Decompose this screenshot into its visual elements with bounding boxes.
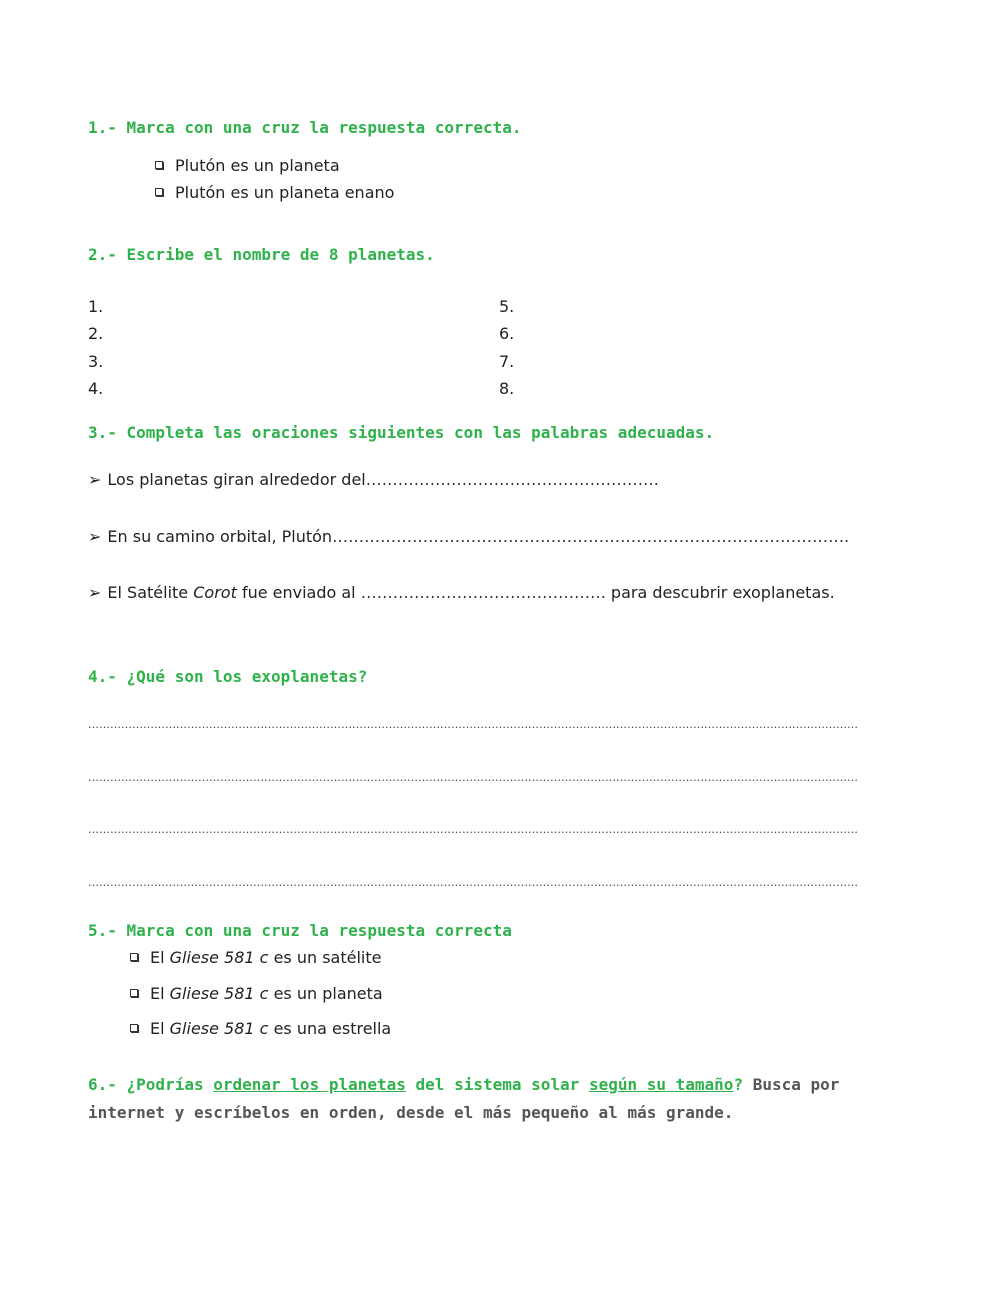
question-3-title: 3.- Completa las oraciones siguientes con las palabras adecuadas. (88, 423, 715, 442)
planet-number-6: 6. (499, 324, 515, 343)
q3-sentence-2: ➢ En su camino orbital, Plutón……………………………………………………………………………………. (88, 527, 850, 546)
planet-number-8: 8. (499, 379, 515, 398)
answer-line-1[interactable]: ………………………………………………………………………………………………………………………………………………………………………………………… (88, 718, 858, 731)
planet-number-7: 7. (499, 352, 515, 371)
q5-option-2[interactable]: El Gliese 581 c es un planeta (130, 984, 383, 1003)
q1-option-2[interactable] (155, 183, 394, 202)
question-5-title: 5.- Marca con una cruz la respuesta correcta (88, 921, 512, 940)
q1-option-2-label: Plutón es un planeta enano (175, 183, 395, 202)
checkbox-icon[interactable] (130, 1024, 138, 1032)
answer-line-4[interactable]: ………………………………………………………………………………………………………………………………………………………………………………………… (88, 876, 858, 889)
checkbox-icon[interactable] (155, 188, 163, 196)
answer-line-2[interactable]: ………………………………………………………………………………………………………………………………………………………………………………………… (88, 771, 858, 784)
planet-number-4: 4. (88, 379, 104, 398)
arrow-bullet-icon: ➢ (88, 583, 102, 602)
q3-sentence-1: ➢ Los planetas giran alrededor del………………………………………………. (88, 470, 659, 489)
q5-option-1[interactable]: El Gliese 581 c es un satélite (130, 948, 381, 967)
q1-option-1-label: Plutón es un planeta (175, 156, 340, 175)
q5-option-3[interactable]: El Gliese 581 c es una estrella (130, 1019, 391, 1038)
fill-blank[interactable]: ………………………………………………. (365, 470, 659, 489)
question-6-text: 6.- ¿Podrías ordenar los planetas del sistema solar según su tamaño? Busca por internet y escríbelos en orden, desde el más pequeño al más grande. (88, 1075, 840, 1122)
fill-blank[interactable]: ……………………………………………………………………………………. (332, 527, 850, 546)
answer-line-3[interactable]: ………………………………………………………………………………………………………………………………………………………………………………………… (88, 823, 858, 836)
planet-number-1: 1. (88, 297, 104, 316)
planet-number-3: 3. (88, 352, 104, 371)
question-1-title: 1.- Marca con una cruz la respuesta correcta. (88, 118, 522, 137)
question-4-title: 4.- ¿Qué son los exoplanetas? (88, 667, 368, 686)
underlined-phrase: ordenar los planetas (213, 1075, 406, 1094)
q1-option-1[interactable] (155, 156, 340, 175)
planet-number-2: 2. (88, 324, 104, 343)
planet-number-5: 5. (499, 297, 515, 316)
checkbox-icon[interactable] (155, 161, 163, 169)
checkbox-icon[interactable] (130, 989, 138, 997)
fill-blank[interactable]: ………………………………………. (360, 583, 606, 602)
underlined-phrase: según su tamaño (588, 1075, 734, 1094)
q3-sentence-3: ➢ El Satélite Corot fue enviado al ………………………………………. para descubrir exoplanetas. (88, 583, 835, 602)
arrow-bullet-icon: ➢ (88, 470, 102, 489)
arrow-bullet-icon: ➢ (88, 527, 102, 546)
checkbox-icon[interactable] (130, 953, 138, 961)
question-2-title: 2.- Escribe el nombre de 8 planetas. (88, 245, 435, 264)
